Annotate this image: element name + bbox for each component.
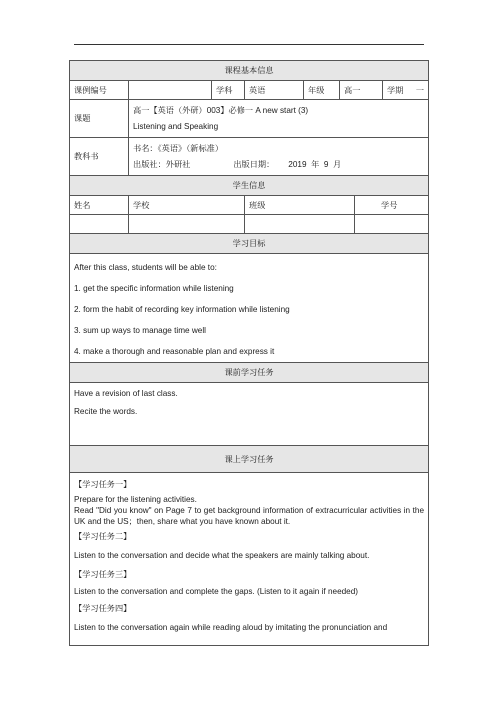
pub-date-label: 出版日期：	[233, 160, 275, 169]
term-cell	[383, 81, 429, 100]
objective-item: 4. make a thorough and reasonable plan and express it	[74, 347, 275, 356]
in-class-row	[70, 473, 429, 646]
objective-item: 3. sum up ways to manage time well	[74, 326, 206, 335]
publisher: 出版社：外研社	[133, 160, 191, 169]
task-1-title: 【学习任务一】	[74, 480, 132, 489]
textbook-name: 书名：《英语》（新标准）	[133, 144, 224, 153]
term-label-grade-value: 高一	[340, 81, 383, 100]
pub-month-unit: 月	[332, 160, 342, 169]
task-2-title: 【学习任务二】	[74, 532, 132, 541]
student-class-header: 班级	[245, 196, 355, 215]
section-header-objectives: 学习目标	[70, 234, 429, 254]
student-name-cell[interactable]	[70, 215, 129, 234]
task-3-title: 【学习任务三】	[74, 570, 132, 579]
pre-class-row	[70, 383, 429, 446]
term-value: 一	[415, 85, 425, 95]
pub-month: 9	[323, 160, 329, 169]
objective-item: 1. get the specific information while listening	[74, 284, 234, 293]
in-class-body	[70, 473, 429, 646]
task-1-line-2: Read "Did you know" on Page 7 to get background information of extracurricular activities in the UK and the US；then, share what you have known about it.	[74, 506, 425, 526]
term-label: 学期	[387, 85, 404, 95]
topic-row	[70, 100, 429, 138]
header-rule	[74, 44, 424, 45]
textbook-label: 教科书	[70, 138, 129, 176]
objective-item: 2. form the habit of recording key information while listening	[74, 305, 290, 314]
task-4-title: 【学习任务四】	[74, 604, 132, 613]
student-school-header: 学校	[129, 196, 245, 215]
student-school-cell[interactable]	[129, 215, 245, 234]
section-header-student-info: 学生信息	[70, 176, 429, 196]
topic-line-2: Listening and Speaking	[133, 122, 219, 131]
case-no-value	[129, 81, 212, 100]
textbook-publisher-line	[133, 159, 424, 170]
student-number-header: 学号	[355, 196, 429, 215]
topic-value	[129, 100, 429, 138]
textbook-value	[129, 138, 429, 176]
task-3-line-1: Listen to the conversation and complete the gaps. (Listen to it again if needed)	[74, 587, 359, 596]
task-2-line-1: Listen to the conversation and decide what the speakers are mainly talking about.	[74, 551, 370, 560]
pub-year-unit: 年	[311, 160, 320, 169]
course-table	[69, 60, 429, 646]
section-header-course-info: 课程基本信息	[70, 61, 429, 81]
task-4-line-1: Listen to the conversation again while reading aloud by imitating the pronunciation and	[74, 623, 388, 632]
student-class-cell[interactable]	[245, 215, 355, 234]
section-header-pre-class: 课前学习任务	[70, 363, 429, 383]
objectives-row	[70, 254, 429, 363]
objectives-body	[70, 254, 429, 363]
case-no-label: 课例编号	[70, 81, 129, 100]
topic-line-1: 高一【英语（外研）003】必修一 A new start (3)	[133, 106, 309, 115]
textbook-row	[70, 138, 429, 176]
topic-label: 课题	[70, 100, 129, 138]
student-number-cell[interactable]	[355, 215, 429, 234]
section-header-in-class: 课上学习任务	[70, 446, 429, 473]
student-header-row	[70, 196, 429, 215]
pre-class-body	[70, 383, 429, 446]
student-input-row	[70, 215, 429, 234]
course-info-row	[70, 81, 429, 100]
grade-label: 年级	[304, 81, 340, 100]
pre-task-item: Recite the words.	[74, 407, 138, 416]
objectives-intro: After this class, students will be able to:	[74, 263, 217, 272]
pub-year: 2019	[288, 160, 307, 169]
task-1-line-1: Prepare for the listening activities.	[74, 495, 197, 504]
pre-task-item: Have a revision of last class.	[74, 389, 178, 398]
subject-value: 英语	[245, 81, 304, 100]
subject-label: 学科	[212, 81, 245, 100]
student-name-header: 姓名	[70, 196, 129, 215]
